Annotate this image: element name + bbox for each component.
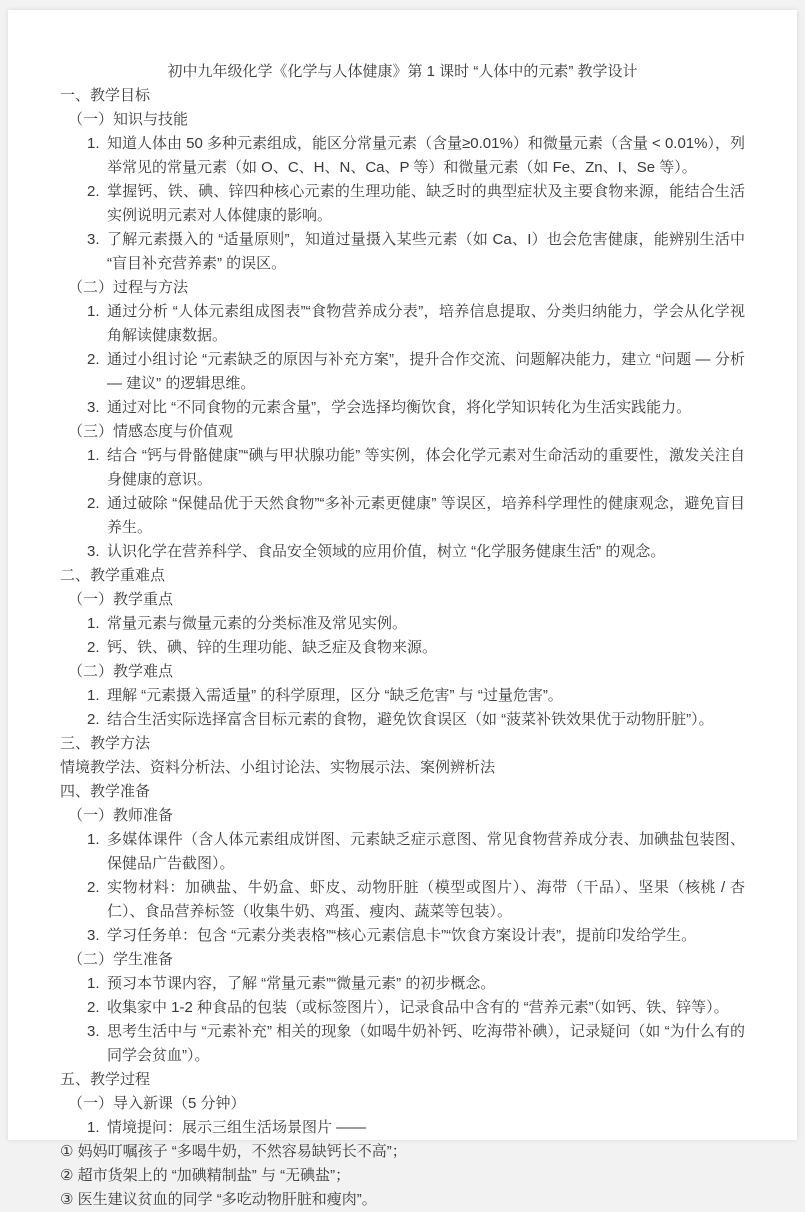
section-heading: 五、教学过程	[60, 1071, 151, 1088]
list-item	[87, 612, 745, 636]
sub-heading: （一）知识与技能	[68, 111, 189, 128]
list-item-text: 学习任务单：包含 “元素分类表格”“核心元素信息卡”“饮食方案设计表”，提前印发给学生。	[107, 927, 697, 944]
sub-heading: （二）教学难点	[68, 663, 174, 680]
list-item-text: 实物材料：加碘盐、牛奶盒、虾皮、动物肝脏（模型或图片）、海带（干品）、坚果（核桃 / 杏仁）、食品营养标签（收集牛奶、鸡蛋、瘦肉、蔬菜等包装）。	[107, 879, 745, 920]
paragraph: 情境教学法、资料分析法、小组讨论法、实物展示法、案例辨析法	[60, 759, 496, 776]
list-item-text: 理解 “元素摄入需适量” 的科学原理，区分 “缺乏危害” 与 “过量危害”。	[107, 687, 563, 704]
list-item	[87, 996, 745, 1020]
list-item-number: 2.	[87, 879, 100, 896]
list-item	[87, 396, 745, 420]
list-item	[87, 132, 745, 180]
list-item-text: 情境提问：展示三组生活场景图片 ——	[107, 1119, 367, 1136]
list-item	[87, 828, 745, 876]
section-heading: 四、教学准备	[60, 783, 151, 800]
list-item-text: 通过对比 “不同食物的元素含量”，学会选择均衡饮食，将化学知识转化为生活实践能力。	[107, 399, 692, 416]
list-item	[87, 1020, 745, 1068]
list-item	[87, 228, 745, 276]
list-item-number: 2.	[87, 351, 100, 368]
list-item-text: 收集家中 1-2 种食品的包装（或标签图片），记录食品中含有的 “营养元素”（如钙、铁、锌等）。	[107, 999, 729, 1016]
list-item-text: 多媒体课件（含人体元素组成饼图、元素缺乏症示意图、常见食物营养成分表、加碘盐包装图、保健品广告截图）。	[107, 831, 745, 872]
list-item-text: 钙、铁、碘、锌的生理功能、缺乏症及食物来源。	[107, 639, 438, 656]
list-item-number: 3.	[87, 1023, 100, 1040]
paragraph: ③ 医生建议贫血的同学 “多吃动物肝脏和瘦肉”。	[60, 1191, 377, 1208]
list-item	[87, 876, 745, 924]
list-item-number: 2.	[87, 711, 100, 728]
section-heading: 三、教学方法	[60, 735, 151, 752]
list-item-number: 1.	[87, 687, 100, 704]
sub-heading: （一）教师准备	[68, 807, 174, 824]
list-item-text: 认识化学在营养科学、食品安全领域的应用价值，树立 “化学服务健康生活” 的观念。	[107, 543, 666, 560]
list-item-text: 思考生活中与 “元素补充” 相关的现象（如喝牛奶补钙、吃海带补碘），记录疑问（如 “为什么有的同学会贫血”）。	[107, 1023, 745, 1064]
list-item-number: 3.	[87, 927, 100, 944]
list-item-number: 1.	[87, 303, 100, 320]
list-item-number: 2.	[87, 999, 100, 1016]
sub-heading: （二）学生准备	[68, 951, 174, 968]
list-item-number: 1.	[87, 135, 100, 152]
list-item-text: 常量元素与微量元素的分类标准及常见实例。	[107, 615, 408, 632]
list-item-number: 1.	[87, 615, 100, 632]
document-title: 初中九年级化学《化学与人体健康》第 1 课时 “人体中的元素” 教学设计	[167, 63, 638, 80]
list-item	[87, 636, 745, 660]
list-item-text: 掌握钙、铁、碘、锌四种核心元素的生理功能、缺乏时的典型症状及主要食物来源，能结合生活实例说明元素对人体健康的影响。	[107, 183, 745, 224]
list-item-number: 2.	[87, 495, 100, 512]
sub-heading: （二）过程与方法	[68, 279, 189, 296]
list-item	[87, 972, 745, 996]
list-item	[87, 444, 745, 492]
list-item-number: 2.	[87, 183, 100, 200]
list-item-number: 3.	[87, 231, 100, 248]
list-item-text: 预习本节课内容，了解 “常量元素”“微量元素” 的初步概念。	[107, 975, 496, 992]
list-item-number: 1.	[87, 447, 100, 464]
section-heading: 一、教学目标	[60, 87, 151, 104]
list-item-text: 了解元素摄入的 “适量原则”，知道过量摄入某些元素（如 Ca、I）也会危害健康，能辨别生活中 “盲目补充营养素” 的误区。	[107, 231, 745, 272]
document-page	[8, 10, 797, 1208]
list-item-number: 1.	[87, 831, 100, 848]
list-item-number: 3.	[87, 543, 100, 560]
list-item	[87, 684, 745, 708]
list-item-text: 结合生活实际选择富含目标元素的食物，避免饮食误区（如 “菠菜补铁效果优于动物肝脏”）。	[107, 711, 714, 728]
paragraph: ② 超市货架上的 “加碘精制盐” 与 “无碘盐”；	[60, 1167, 351, 1184]
list-item-number: 1.	[87, 1119, 100, 1136]
list-item-text: 结合 “钙与骨骼健康”“碘与甲状腺功能” 等实例，体会化学元素对生命活动的重要性，激发关注自身健康的意识。	[107, 447, 745, 488]
list-item-number: 1.	[87, 975, 100, 992]
list-item-number: 3.	[87, 399, 100, 416]
list-item-text: 知道人体由 50 多种元素组成，能区分常量元素（含量≥0.01%）和微量元素（含量 < 0.01%），列举常见的常量元素（如 O、C、H、N、Ca、P 等）和微量元素（如 Fe、Zn、I、Se 等）。	[107, 135, 745, 176]
section-heading: 二、教学重难点	[60, 567, 166, 584]
list-item	[87, 708, 745, 732]
sub-heading: （三）情感态度与价值观	[68, 423, 234, 440]
list-item	[87, 180, 745, 228]
list-item	[87, 492, 745, 540]
list-item	[87, 924, 745, 948]
list-item	[87, 348, 745, 396]
list-item-text: 通过小组讨论 “元素缺乏的原因与补充方案”，提升合作交流、问题解决能力，建立 “问题 — 分析 — 建议” 的逻辑思维。	[107, 351, 745, 392]
list-item-text: 通过破除 “保健品优于天然食物”“多补元素更健康” 等误区，培养科学理性的健康观念，避免盲目养生。	[107, 495, 745, 536]
list-item	[87, 300, 745, 348]
sub-heading: （一）导入新课（5 分钟）	[68, 1095, 246, 1112]
paragraph: ① 妈妈叮嘱孩子 “多喝牛奶，不然容易缺钙长不高”；	[60, 1143, 407, 1160]
list-item-number: 2.	[87, 639, 100, 656]
document-body	[60, 84, 745, 1212]
list-item	[87, 540, 745, 564]
list-item	[87, 1116, 745, 1140]
list-item-text: 通过分析 “人体元素组成图表”“食物营养成分表”，培养信息提取、分类归纳能力，学会从化学视角解读健康数据。	[107, 303, 745, 344]
sub-heading: （一）教学重点	[68, 591, 174, 608]
